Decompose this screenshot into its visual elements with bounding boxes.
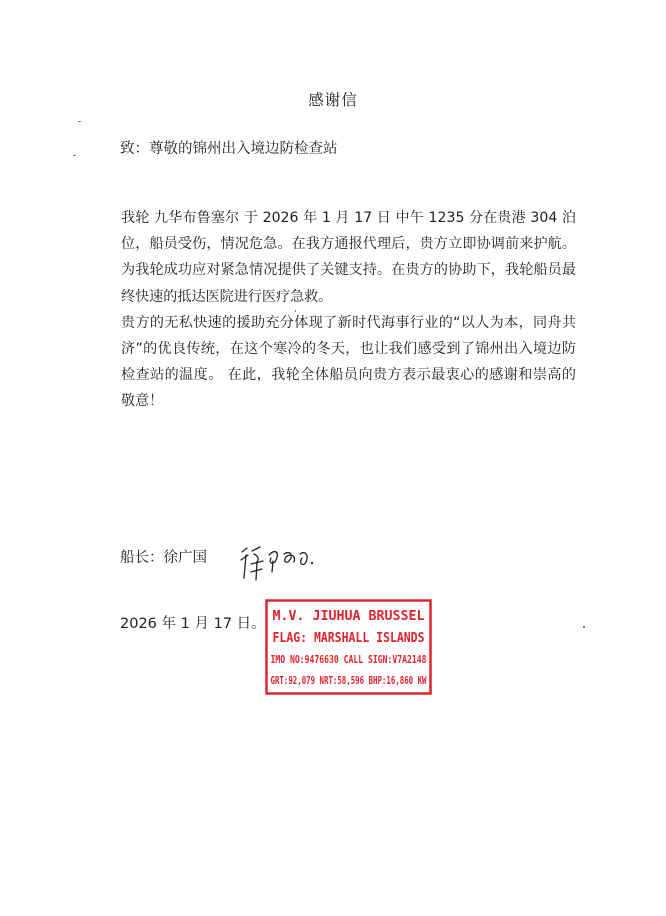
letter-body	[121, 205, 576, 415]
letter-date: 2026 年 1 月 17 日。	[120, 616, 266, 632]
stamp-line-4: GRT:92,079 NRT:58,596 BHP:16,860 KW	[270, 675, 427, 687]
letter-title: 感谢信	[308, 91, 358, 109]
ship-stamp	[265, 599, 432, 695]
salutation: 致：尊敬的锦州出入境边防检查站	[120, 141, 338, 157]
stamp-line-1: M.V. JIUHUA BRUSSEL	[272, 608, 425, 624]
stamp-line-3: IMO NO:9476630 CALL SIGN:V7A2148	[270, 654, 427, 666]
scan-speck	[295, 310, 296, 312]
stamp-line-2: FLAG: MARSHALL ISLANDS	[272, 631, 425, 646]
captain-signature-label: 船长：徐广国	[120, 550, 207, 566]
handwritten-signature	[238, 542, 318, 586]
body-paragraph-2: 贵方的无私快速的援助充分体现了新时代海事行业的“以人为本，同舟共济”的优良传统，在这个寒冷的冬天，也让我们感受到了锦州出入境边防检查站的温度。 在此，我轮全体船员向贵方表示最衷心的感谢和崇高的敬意！	[121, 314, 576, 410]
scan-speck	[583, 626, 585, 628]
scan-speck	[78, 121, 81, 122]
body-paragraph-1: 我轮 九华布鲁塞尔 于 2026 年 1 月 17 日 中午 1235 分在贵港 304 泊位，船员受伤，情况危急。在我方通报代理后，贵方立即协调前来护航。为我轮成功应对紧急情况提供了关键支持。在贵方的协助下，我轮船员最终快速的抵达医院进行医疗急救。	[121, 210, 576, 305]
scan-speck	[73, 155, 76, 156]
